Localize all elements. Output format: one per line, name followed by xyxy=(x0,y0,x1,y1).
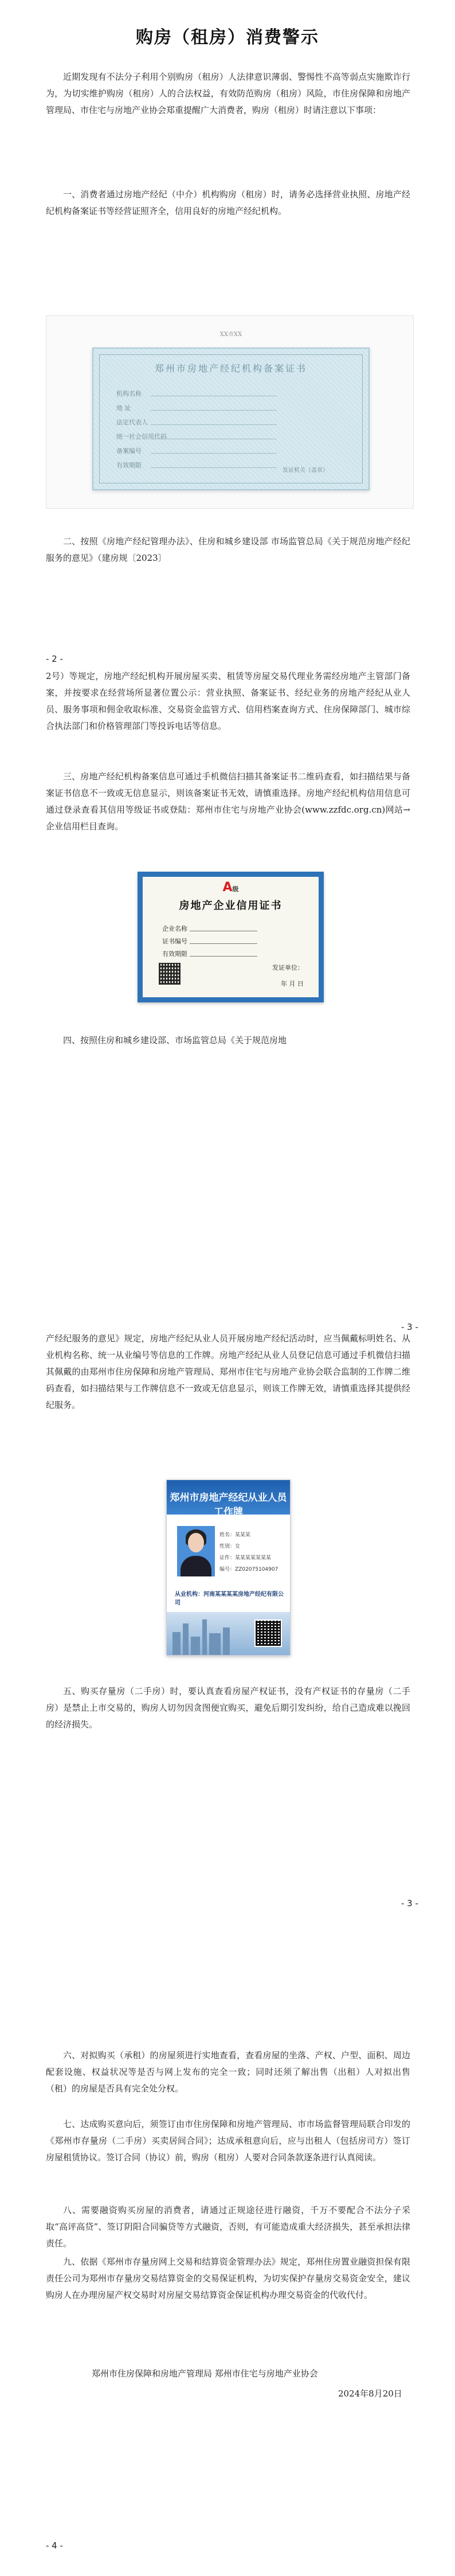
item-3-paragraph: 三、房地产经纪机构备案信息可通过手机微信扫描其备案证书二维码查看，如扫描结果与备案证书信息不一致或无信息显示，则该备案证书无效，请慎重选择。房地产经纪机构信用信息可通过登录查看其信用等级证书或登陆：郑州市住宅与房地产业协会(www.zzfdc.org.cn)网站→企业信用栏目查询。 xyxy=(46,771,410,832)
issuer-seal-label: 发证机关（盖章） xyxy=(283,467,328,474)
agent-photo xyxy=(177,1526,215,1576)
item-4-paragraph-continued: 产经纪服务的意见》规定，房地产经纪从业人员开展房地产经纪活动时，应当佩戴标明姓名、从业机构名称、统一从业编号等信息的工作牌。房地产经纪从业人员登记信息可通过手机微信扫描其佩戴的由郑州市住房保障和房地产管理局、郑州市住宅与房地产业协会联合监制的工作牌二维码查看，如扫描结果与工作牌信息不一致或无信息显示，则该工作牌无效，请慎重选择其提供经纪服务。 xyxy=(46,1333,410,1410)
certificate-small-head: XX市XX xyxy=(219,331,242,338)
credit-row-label: 有效期限 xyxy=(162,950,187,958)
agent-work-card-image xyxy=(166,1480,291,1656)
cert-row-label: 备案编号 xyxy=(116,447,142,455)
intro-paragraph: 近期发现有不法分子利用个别购房（租房）人法律意识薄弱、警惕性不高等弱点实施欺诈行为，为切实维护购房（租房）人的合法权益，有效防范购房（租房）风险，市住房保障和房地产管理局、市住宅与房地产业协会郑重提醒广大消费者，购房（租房）时请注意以下事项： xyxy=(46,72,410,115)
item-7-paragraph: 七、达成购买意向后，须签订由市住房保障和房地产管理局、市市场监督管理局联合印发的《郑州市存量房（二手房）买卖居间合同》；达成承租意向后，应与出租人（包括房司方）签订房屋租赁协议。签订合同（协议）前，购房（租房）人要对合同条款逐条进行认真阅读。 xyxy=(46,2119,410,2163)
cert-row-label: 地 址 xyxy=(116,404,131,412)
credit-grade-mark: A级 xyxy=(222,880,239,895)
agent-organization: 从业机构：河南某某某某房地产经纪有限公司 xyxy=(175,1591,284,1606)
page-title: 购房（租房）消费警示 xyxy=(136,28,319,48)
credit-certificate-image xyxy=(138,872,324,1002)
cert-row-label: 法定代表人 xyxy=(116,419,148,426)
credit-row-label: 证书编号 xyxy=(162,938,187,945)
item-8-paragraph: 八、需要融资购买房屋的消费者，请通过正规途径进行融资，千万不要配合不法分子采取“高评高贷”、签订阴阳合同骗贷等方式融资，否则，有可能造成重大经济损失，甚至承担法律责任。 xyxy=(46,2205,410,2249)
cert-row-label: 机构名称 xyxy=(116,390,142,397)
certificate-paper xyxy=(92,331,370,490)
work-card-title: 郑州市房地产经纪从业人员工作牌 xyxy=(170,1492,287,1518)
city-skyline-graphic xyxy=(167,1612,290,1655)
page-number: - 2 - xyxy=(46,654,63,664)
item-5-paragraph: 五、购买存量房（二手房）时，要认真查看房屋产权证书，没有产权证书的存量房（二手房）是禁止上市交易的，购房人切勿因贪图便宜购买，避免后期引发纠纷，给自己造成难以挽回的经济损失。 xyxy=(46,1686,410,1730)
credit-issuer-label: 发证单位： xyxy=(272,964,304,971)
page-number: - 3 - xyxy=(401,1898,418,1908)
agent-id-row: 证件：某某某某某某某 xyxy=(219,1555,272,1561)
issue-date: 2024年8月20日 xyxy=(338,2388,402,2399)
item-6-paragraph: 六、对拟购买（承租）的房屋须进行实地查看，查看房屋的坐落、产权、户型、面积、周边配套设施、权益状况等是否与网上发布的完全一致；同时还须了解出售（出租）人对拟出售（租）的房屋是否具有完全处分权。 xyxy=(46,2050,410,2094)
item-2-paragraph-start: 二、按照《房地产经纪管理办法》、住房和城乡建设部 市场监管总局《关于规范房地产经纪服务的意见》（建房规〔2023〕 xyxy=(46,536,410,563)
agent-name-row: 姓名：某某某 xyxy=(219,1532,251,1538)
agent-gender-row: 性别：女 xyxy=(219,1544,241,1549)
agent-number-row: 编号：ZZ02075104907 xyxy=(219,1567,279,1572)
cert-row-label: 统一社会信用代码 xyxy=(116,433,167,440)
credit-date-label: 年 月 日 xyxy=(281,980,304,988)
item-2-paragraph-continued: 2号）等规定，房地产经纪机构开展房屋买卖、租赁等房屋交易代理业务需经房地产主管部门备案，并按要求在经营场所显著位置公示：营业执照、备案证书、经纪业务的房地产经纪从业人员、服务事项和佣金收取标准、交易资金监管方式、信用档案查询方式、住房保障部门、城市综合执法部门和价格管理部门等投诉电话等信息。 xyxy=(46,671,410,731)
issuing-organizations: 郑州市住房保障和房地产管理局 郑州市住宅与房地产业协会 xyxy=(92,2368,318,2379)
qr-code-icon xyxy=(159,963,181,985)
page-number: - 3 - xyxy=(401,1322,418,1332)
item-9-paragraph: 九、依据《郑州市存量房网上交易和结算资金管理办法》规定，郑州住房置业融资担保有限责任公司为郑州市存量房交易结算资金的交易保证机构，为切实保护存量房交易资金安全，建议购房人在办理房屋产权交易时对房屋交易结算资金保证机构办理交易资金的代收代付。 xyxy=(46,2257,410,2300)
cert-row-label: 有效期限 xyxy=(116,462,142,469)
credit-row-label: 企业名称 xyxy=(162,925,187,932)
qr-code-icon xyxy=(254,1619,282,1647)
certificate-title: 郑州市房地产经纪机构备案证书 xyxy=(154,363,307,374)
item-4-paragraph-start: 四、按照住房和城乡建设部、市场监管总局《关于规范房地 xyxy=(63,1035,287,1045)
credit-certificate-title: 房地产企业信用证书 xyxy=(179,900,283,912)
page-number: - 4 - xyxy=(46,2540,63,2551)
agency-filing-certificate-image xyxy=(46,315,414,509)
item-1-paragraph: 一、消费者通过房地产经纪（中介）机构购房（租房）时，请务必选择营业执照、房地产经纪机构备案证书等经营证照齐全，信用良好的房地产经纪机构。 xyxy=(46,189,410,216)
